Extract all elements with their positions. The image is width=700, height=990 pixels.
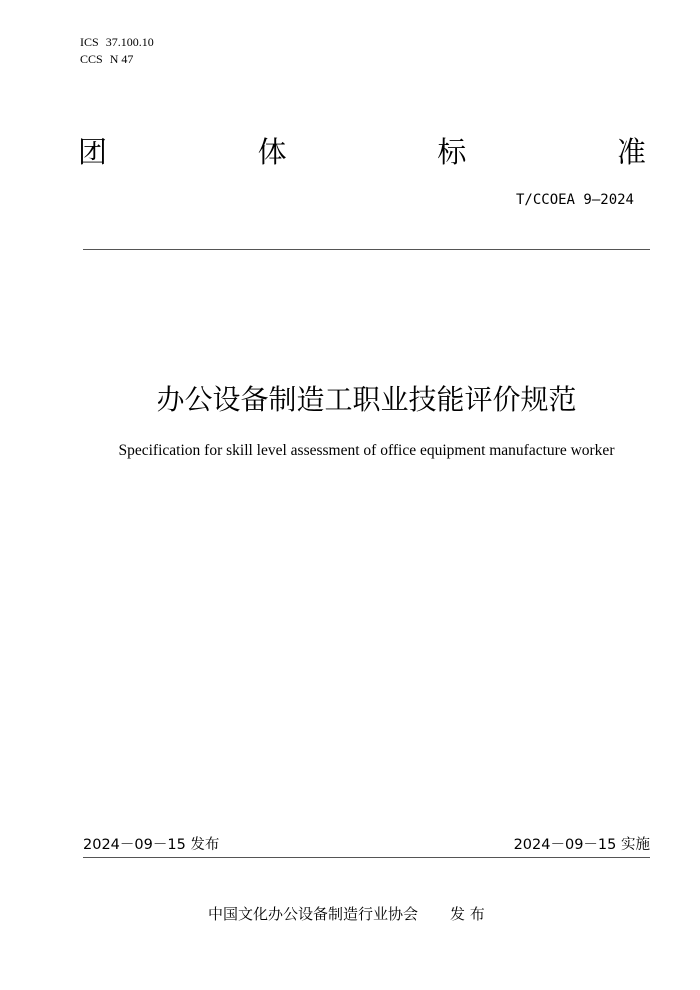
ccs-label: CCS [80,52,103,66]
ics-row [80,34,154,51]
ccs-code: N 47 [109,52,134,66]
standard-type-char: 准 [616,135,646,169]
publisher-name: 中国文化办公设备制造行业协会 [208,905,419,923]
document-title-english: Specification for skill level assessment of office equipment manufacture worker [118,442,615,459]
ics-label: ICS [80,35,99,49]
classification-codes [80,34,154,68]
standard-type-char: 体 [257,135,287,169]
standard-number: T/CCOEA 9—2024 [515,192,634,208]
publish-label: 发 布 [450,905,485,923]
bottom-divider [83,857,650,858]
ics-code: 37.100.10 [105,35,154,49]
publisher-line [208,904,485,924]
top-divider [83,249,650,250]
standard-type-char: 团 [78,135,108,169]
standard-type-heading [78,134,646,170]
issue-date: 2024－09－15 发布 [83,837,220,853]
ccs-row [80,51,154,68]
document-title-chinese: 办公设备制造工职业技能评价规范 [156,383,577,416]
implementation-date: 2024－09－15 实施 [513,837,650,853]
standard-type-char: 标 [437,135,467,169]
